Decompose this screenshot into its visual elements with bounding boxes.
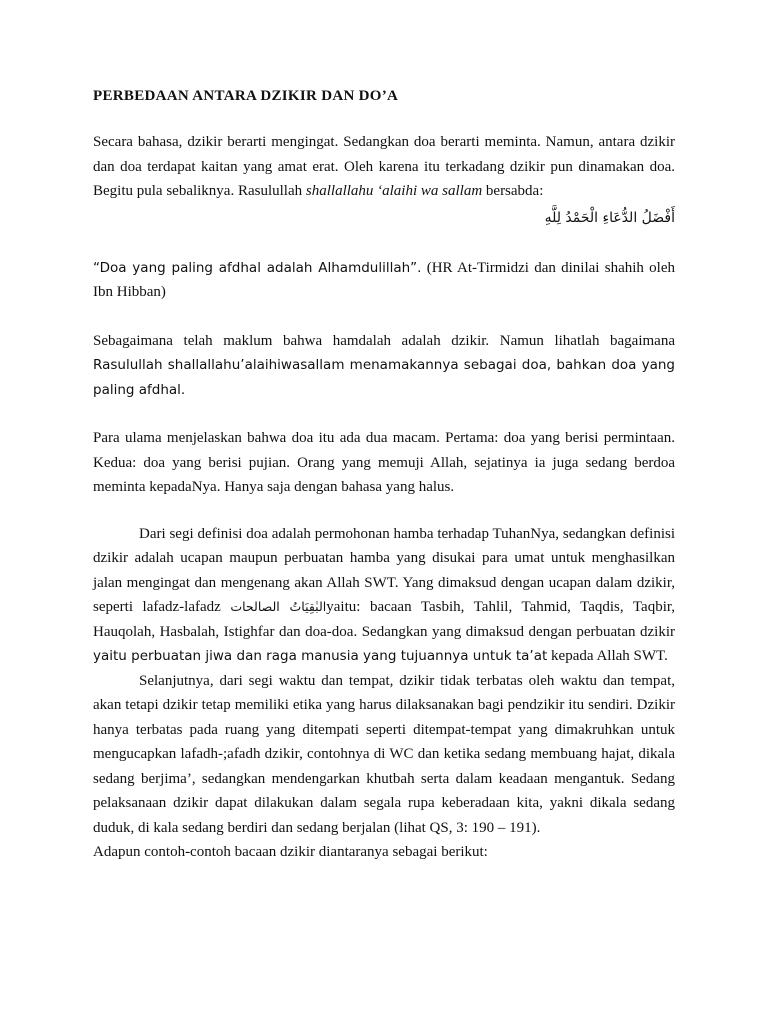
paragraph-3 [93,329,675,403]
arabic-hadith: أَفْضَلُ الدُّعَاءِ الْحَمْدُ لِلَّهِ [544,209,675,226]
paragraph-5-a: Dari segi definisi doa adalah permohonan hamba terhadap TuhanNya, sedangkan definisi dzikir adalah ucapan maupun perbuatan hamba yang disukai para umat untuk menghasilkan jalan mengingat dan mengenang akan Allah SWT. Yang dimaksud dengan ucapan dalam dzikir, seperti lafadz-lafadz [93,525,675,615]
spacer [93,402,675,426]
arabic-inline-term: البٰقِيَاتُ الصالحات [230,599,327,614]
paragraph-5 [93,522,675,669]
paragraph-5-b: yaitu: bacaan Tasbih, Tahlil, Tahmid, Taqdis, Taqbir, Hauqolah, Hasbalah, Istighfar dan doa-doa. Sedangkan yang dimaksud dengan perbuatan dzikir [93,599,676,640]
hadith-translation: “Doa yang paling afdhal adalah Alhamdulillah”. [93,259,422,276]
paragraph-7: Adapun contoh-contoh bacaan dzikir diantaranya sebagai berikut: [93,844,488,860]
hadith-source: (HR At-Tirmidzi dan dinilai shahih oleh Ibn Hibban) [93,259,675,300]
spacer [93,305,675,329]
spacer [93,230,675,254]
paragraph-5-c: kepada Allah SWT. [547,648,668,664]
spacer [93,500,675,522]
paragraph-1-italic: shallallahu ‘alaihi wa sallam [305,183,483,199]
paragraph-2 [93,256,675,305]
paragraph-1 [93,130,675,204]
document-title: PERBEDAAN ANTARA DZIKIR DAN DO’A [93,88,399,104]
paragraph-5-sans: yaitu perbuatan jiwa dan raga manusia yang tujuannya untuk ta’at [93,648,548,664]
paragraph-3-lead: Sebagaimana telah maklum bahwa hamdalah adalah dzikir. Namun lihatlah bagaimana [93,332,675,349]
paragraph-3-sans: Rasulullah shallallahu’alaihiwasallam menamakannya sebagai doa, bahkan doa yang paling afdhal. [93,357,675,398]
paragraph-6: Selanjutnya, dari segi waktu dan tempat, dzikir tidak terbatas oleh waktu dan tempat, akan tetapi dzikir tetap memiliki etika yang harus dilaksanakan bagi pendzikir itu sendiri. Dzikir hanya terbatas pada ruang yang ditempati seperti ditempat-tempat yang dimakruhkan untuk mengucapkan lafadh-;afadh dzikir, contohnya di WC dan ketika sedang membuang hajat, dikala sedang berjima’, sedangkan mendengarkan khutbah serta dalam keadaan mengantuk. Sedang pelaksanaan dzikir dapat dilakukan dalam segala rupa keberadaan kita, yakni dikala sedang duduk, di kala sedang berdiri dan sedang berjalan (lihat QS, 3: 190 – 191). [93,672,675,836]
paragraph-1-text: Secara bahasa, dzikir berarti mengingat. Sedangkan doa berarti meminta. Namun, antara dzikir dan doa terdapat kaitan yang amat erat. Oleh karena itu terkadang dzikir pun dinamakan doa. Begitu pula sebaliknya. Rasulullah [93,134,675,199]
paragraph-1-end: bersabda: [482,183,544,199]
paragraph-4: Para ulama menjelaskan bahwa doa itu ada dua macam. Pertama: doa yang berisi permintaan. Kedua: doa yang berisi pujian. Orang yang memuji Allah, sejatinya ia juga sedang berdoa meminta kepadaNya. Hanya saja dengan bahasa yang halus. [93,430,675,495]
